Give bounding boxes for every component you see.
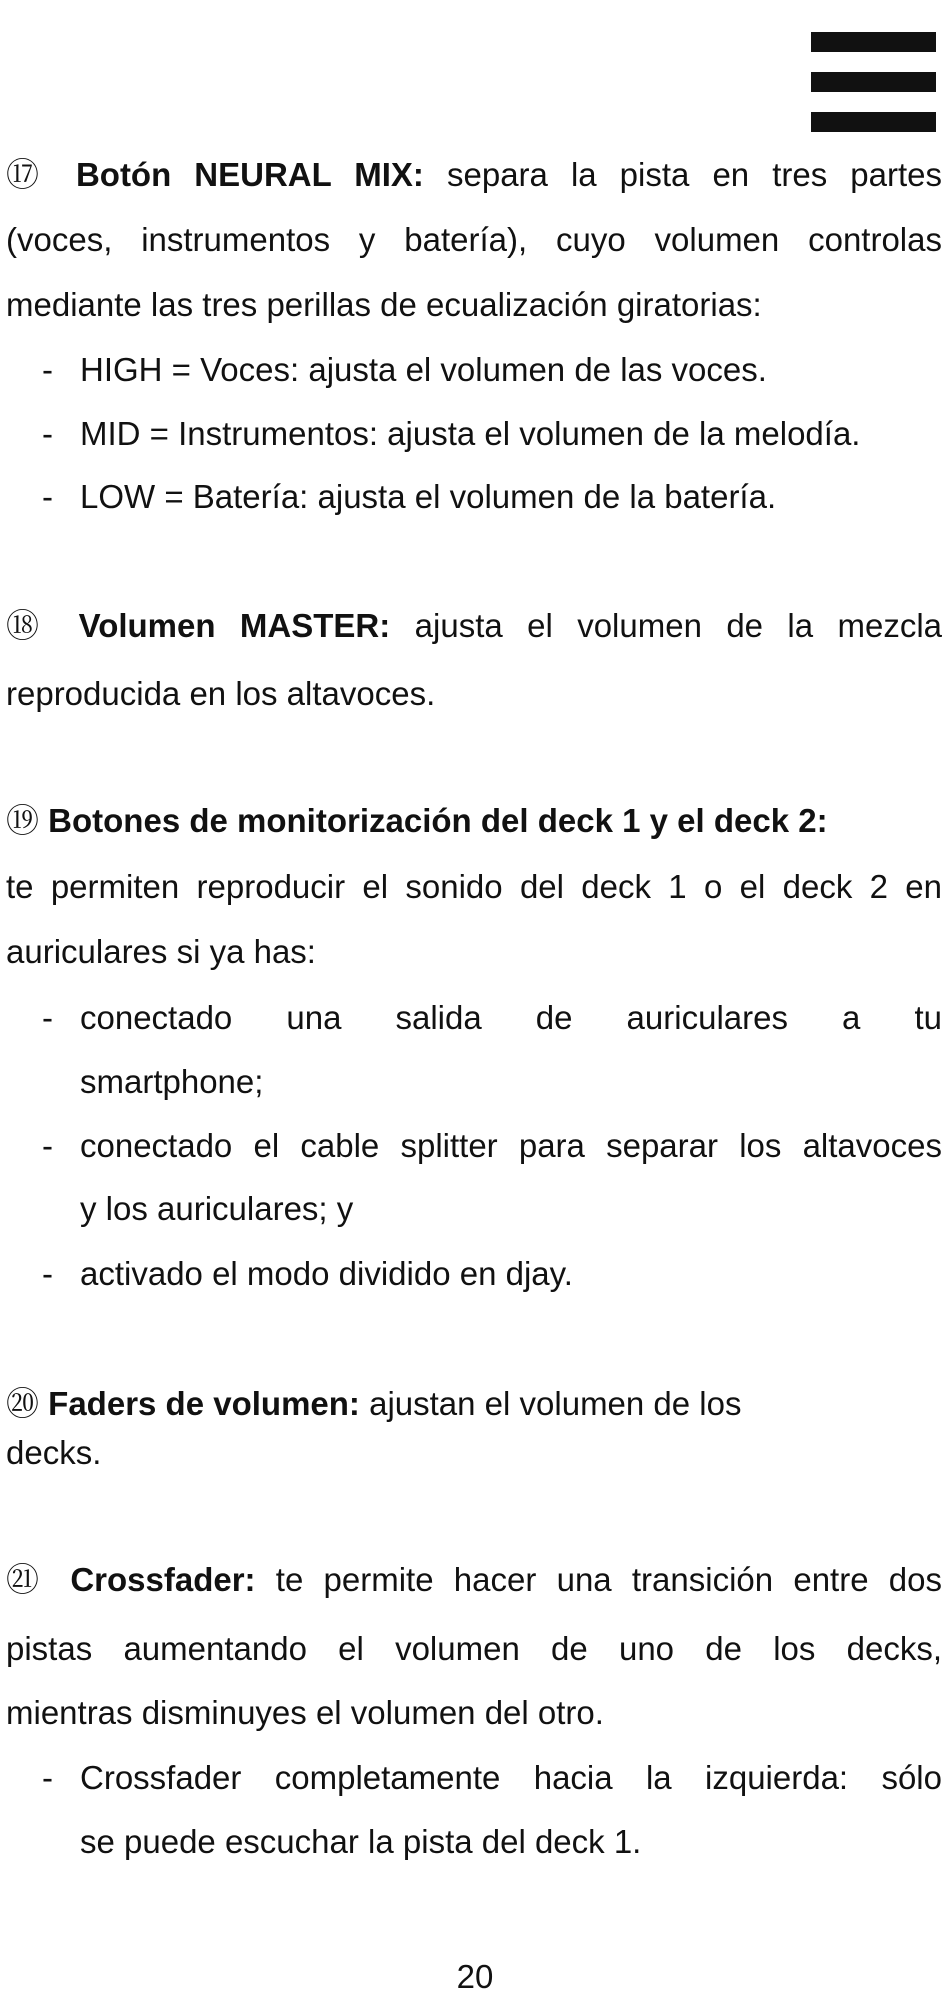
s17-line2: (voces, instrumentos y batería), cuyo volumen controlas	[6, 221, 942, 258]
s19-bullet1-line1: conectado una salida de auriculares a tu	[80, 999, 942, 1036]
s17-bullet-high: HIGH = Voces: ajusta el volumen de las voces.	[80, 351, 767, 388]
s20-line1-rest: ajustan el volumen de los	[369, 1385, 742, 1422]
s19-line3: auriculares si ya has:	[6, 933, 316, 970]
s21-heading-line	[6, 1560, 942, 1600]
s17-marker: ⑰	[6, 156, 53, 193]
bullet-dash: -	[42, 1759, 53, 1796]
s18-line1-rest: ajusta el volumen de la mezcla	[414, 607, 943, 644]
bullet-dash: -	[42, 478, 53, 515]
page-number: 20	[456, 1958, 494, 1995]
s18-line2: reproducida en los altavoces.	[6, 675, 436, 712]
s20-marker: ⑳	[6, 1385, 39, 1422]
s19-bullet3-line1: activado el modo dividido en djay.	[80, 1255, 573, 1292]
menu-bar-middle	[811, 72, 936, 92]
bullet-dash: -	[42, 1255, 53, 1292]
s21-marker: ㉑	[6, 1561, 51, 1598]
s21-line1-rest: te permite hacer una transición entre dos	[275, 1561, 942, 1598]
s20-title: Faders de volumen:	[48, 1385, 360, 1422]
s17-line1-rest: separa la pista en tres partes	[446, 156, 942, 193]
s21-bullet1-line1: Crossfader completamente hacia la izquierda: sólo	[80, 1759, 942, 1796]
s21-title: Crossfader:	[70, 1561, 256, 1598]
s17-line3: mediante las tres perillas de ecualización giratorias:	[6, 286, 762, 323]
s19-title: Botones de monitorización del deck 1 y el deck 2:	[48, 802, 828, 839]
s19-bullet2-line2: y los auriculares; y	[80, 1190, 354, 1227]
s19-line2: te permiten reproducir el sonido del deck 1 o el deck 2 en	[6, 868, 942, 905]
s20-line2: decks.	[6, 1434, 102, 1471]
bullet-dash: -	[42, 999, 53, 1036]
hamburger-menu-icon[interactable]	[811, 32, 936, 134]
s20-heading-line	[6, 1384, 942, 1424]
bullet-dash: -	[42, 351, 53, 388]
s18-marker: ⑱	[6, 607, 55, 644]
bullet-dash: -	[42, 415, 53, 452]
s17-heading-line	[6, 155, 942, 195]
s21-bullet1-line2: se puede escuchar la pista del deck 1.	[80, 1823, 642, 1860]
s17-title: Botón NEURAL MIX:	[75, 156, 424, 193]
s19-bullet2-line1: conectado el cable splitter para separar los altavoces	[80, 1127, 942, 1164]
s21-line3: mientras disminuyes el volumen del otro.	[6, 1694, 604, 1731]
s19-bullet1-line2: smartphone;	[80, 1063, 264, 1100]
s18-heading-line	[6, 606, 942, 646]
menu-bar-bottom	[811, 112, 936, 132]
s19-marker: ⑲	[6, 802, 39, 839]
s17-bullet-low: LOW = Batería: ajusta el volumen de la batería.	[80, 478, 777, 515]
s18-title: Volumen MASTER:	[78, 607, 391, 644]
menu-bar-top	[811, 32, 936, 52]
s21-line2: pistas aumentando el volumen de uno de los decks,	[6, 1630, 942, 1667]
s17-bullet-mid: MID = Instrumentos: ajusta el volumen de la melodía.	[80, 415, 861, 452]
bullet-dash: -	[42, 1127, 53, 1164]
s19-heading-line	[6, 801, 942, 841]
